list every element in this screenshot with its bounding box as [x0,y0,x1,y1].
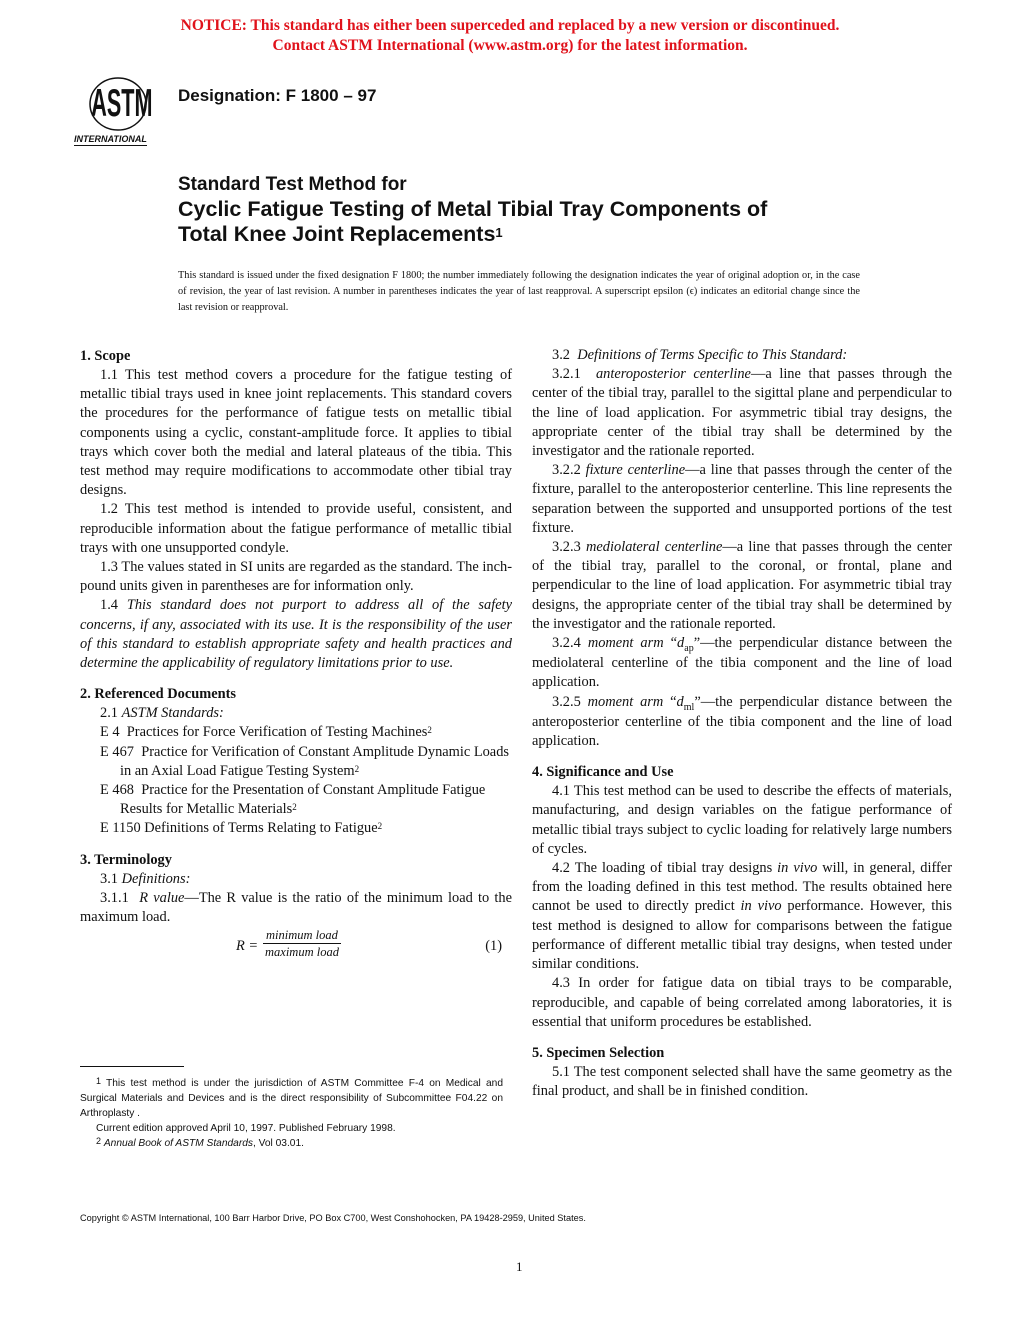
left-column [80,346,512,967]
document-title [178,173,767,247]
para-1-2: 1.2 This test method is intended to provide useful, consistent, and reproducible information about the fatigue performance of metallic tibial trays with one unsupported condyle. [80,501,512,556]
reference-item: E 467 Practice for Verification of Constant Amplitude Dynamic Loads in an Axial Load Fatigue Testing System$^2$ [100,743,509,779]
reference-item: E 468 Practice for the Presentation of Constant Amplitude Fatigue Results for Metallic Materials$^2$ [100,782,486,818]
equation-fraction: minimum load maximum load [265,928,339,960]
astm-logo-subtitle: INTERNATIONAL [74,134,147,144]
term-definition: 3.2.3 mediolateral centerline—a line that passes through the center of the tibial tray, parallel to the coronal, or frontal, plane and perpendicular to the line of load application. For asymmetric tibial tray designs, the appropriate center of the tibial tray shall be determined by the investigator and the rationale reported. [532,539,952,632]
copyright-line: Copyright © ASTM International, 100 Barr Harbor Drive, PO Box C700, West Conshohocken, PA 19428-2959, United States. [80,1213,586,1223]
svg-text:ASTM: ASTM [91,80,153,125]
issue-note: This standard is issued under the fixed designation F 1800; the number immediately following the designation indicates the year of original adoption or, in the case of revision, the year of last revision. A number in parentheses indicates the year of last reapproval. A superscript epsilon (ϵ) indicates an editorial change since the last revision or reapproval. [178,270,860,313]
supersede-notice-line2: Contact ASTM International (www.astm.org) for the latest information. [272,37,748,54]
term-definition: 3.2.2 fixture centerline—a line that passes through the center of the fixture, parallel to the anteroposterior centerline. This line represents the separation between the supported and unsupported portions of the test fixture. [532,462,952,536]
footnote-2: $^2$ Annual Book of ASTM Standards, Vol 03.01. [96,1136,304,1149]
footnote-1: $^1$ This test method is under the jurisdiction of ASTM Committee F-4 on Medical and Surgical Materials and Devices and is the direct responsibility of Subcommittee F04.22 on Arthroplasty . [80,1076,504,1119]
section-heading-specimen: 5. Specimen Selection [532,1044,665,1061]
footnote-divider [80,1066,184,1067]
edition-note: Current edition approved April 10, 1997. Published February 1998. [96,1123,396,1134]
title-line1: Standard Test Method for [178,174,407,195]
page-number: 1 [516,1259,523,1274]
equation-number: (1) [485,938,502,955]
section-heading-scope: 1. Scope [80,348,131,364]
footnotes [80,1076,503,1151]
title-line3: Total Knee Joint Replacements [178,222,496,246]
para-4-1: 4.1 This test method can be used to describe the effects of materials, manufacturing, and design variables on the fatigue performance of metallic tibial trays subject to cyclic loading for relatively large numbers of cycles. [532,783,952,857]
term-definition: 3.2.1 anteroposterior centerline—a line that passes through the center of the tibial tray, parallel to the sigittal plane and perpendicular to the line of load application. For asymmetric tibial tray designs, the appropriate center of the tibial tray shall be determined by the investigator and the rationale reported. [532,366,952,460]
para-1-3: 1.3 The values stated in SI units are regarded as the standard. The inch-pound units given in parentheses are for information only. [80,559,512,595]
title-footnote-ref: 1 [495,225,503,240]
title-line2: Cyclic Fatigue Testing of Metal Tibial Tray Components of [178,197,768,221]
section-heading-significance: 4. Significance and Use [532,764,674,781]
right-column [532,346,952,1101]
term-definition: 3.2.5 moment arm “$d_{ml}”—the$ perpendicular distance between the anteroposterior centerline of the tibia component and the line of load application. [532,693,952,750]
section-heading-referenced: 2. Referenced Documents [80,686,236,703]
term-definition: 3.2.4 moment arm “$d_{ap}”—the$ perpendicular distance between the mediolateral centerline of the tibia component and the line of load application. [532,635,952,691]
section-heading-terminology: 3. Terminology [80,851,172,868]
para-3-1: 3.1 Definitions: [100,870,191,887]
equation-lhs: R = [236,938,259,955]
equation-1 [80,927,512,967]
para-1-1: 1.1 This test method covers a procedure for the fatigue testing of metallic tibial trays used in knee joint replacements. This standard covers the procedures for the performance of fatigue tests on metallic tibial components using a cyclic, constant-amplitude force. It applies to tibial trays which cover both the medial and lateral plateaus of the tibia. This test method may require modifications to accommodate other tibial tray designs. [80,367,512,499]
para-4-2: 4.2 The loading of tibial tray designs in vivo will, in general, differ from the loading defined in this test method. The results obtained here cannot be used to directly predict in vivo performance. However, this test method is designed to allow for comparisons between the fatigue performance of different metallic tibial tray designs, when tested under similar conditions. [532,860,952,973]
para-4-3: 4.3 In order for fatigue data on tibial trays to be comparable, reproducible, and capable of being correlated among laboratories, it is essential that uniform procedures be established. [532,975,952,1030]
reference-item: E 1150 Definitions of Terms Relating to Fatigue$^2$ [100,820,383,837]
reference-item: E 4 Practices for Force Verification of Testing Machines$^2$ [100,724,432,741]
para-2-1: 2.1 ASTM Standards: [100,705,224,722]
para-3-2: 3.2 Definitions of Terms Specific to This Standard: [552,347,848,363]
supersede-notice-line1: NOTICE: This standard has either been superceded and replaced by a new version or discontinued. [180,17,840,34]
para-5-1: 5.1 The test component selected shall have the same geometry as the final product, and shall be in finished condition. [532,1063,952,1100]
para-1-4: 1.4 This standard does not purport to address all of the safety concerns, if any, associated with its use. It is the responsibility of the user of this standard to establish appropriate safety and health practices and determine the applicability of regulatory limitations prior to use. [80,597,512,672]
para-3-1-1: 3.1.1 R value—The R value is the ratio of the minimum load to the maximum load. [80,889,512,926]
designation: Designation: F 1800 – 97 [178,86,377,105]
